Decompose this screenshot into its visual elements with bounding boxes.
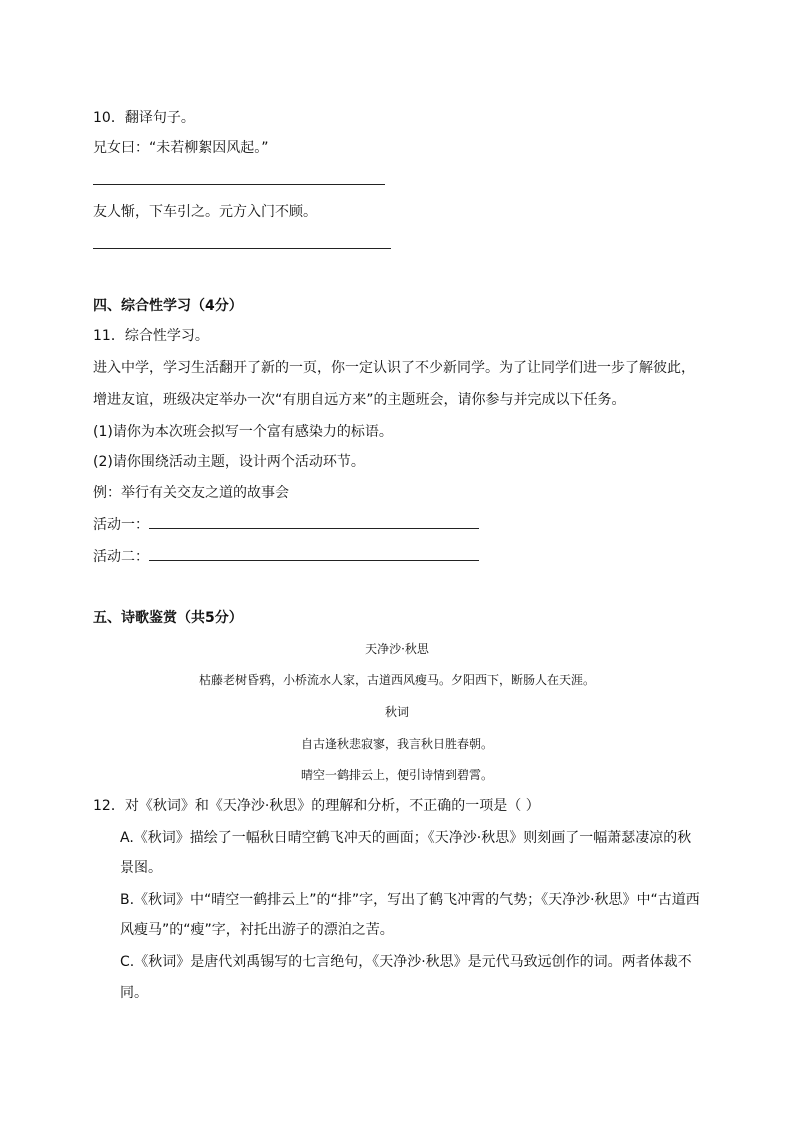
q12-option-c-line-2: 同。 bbox=[120, 985, 148, 1001]
poem-2-line-1: 自古逢秋悲寂寥，我言秋日胜春朝。 bbox=[300, 737, 493, 751]
poem-1-line: 枯藤老树昏鸦，小桥流水人家，古道西风瘦马。夕阳西下，断肠人在天涯。 bbox=[198, 673, 595, 687]
q12-stem: 12．对《秋词》和《天净沙·秋思》的理解和分析，不正确的一项是（ ） bbox=[93, 798, 540, 814]
section-4-heading: 四、综合性学习（4分） bbox=[93, 298, 243, 314]
q10-title: 10．翻译句子。 bbox=[93, 110, 195, 126]
section-5-heading: 五、诗歌鉴赏（共5分） bbox=[93, 610, 243, 626]
q11-intro-line-2: 增进友谊，班级决定举办一次“有朋自远方来”的主题班会，请你参与并完成以下任务。 bbox=[93, 392, 626, 408]
q11-title: 11．综合性学习。 bbox=[93, 328, 209, 344]
poem-1-title: 天净沙·秋思 bbox=[365, 642, 429, 656]
q11-task-1: (1)请你为本次班会拟写一个富有感染力的标语。 bbox=[93, 424, 393, 440]
q12-option-b-line-2: 风瘦马”的“瘦”字，衬托出游子的漂泊之苦。 bbox=[120, 922, 394, 938]
q12-option-a-line-1[interactable]: A.《秋词》描绘了一幅秋日晴空鹤飞冲天的画面；《天净沙·秋思》则刻画了一幅萧瑟凄凉的秋 bbox=[120, 830, 692, 846]
activity-1-row bbox=[93, 514, 479, 535]
poem-2-title: 秋词 bbox=[384, 705, 409, 719]
q10-sentence-1: 兄女曰：“未若柳絮因风起。” bbox=[93, 140, 269, 156]
q10-sentence-2: 友人惭，下车引之。元方入门不顾。 bbox=[93, 204, 317, 220]
q12-option-a-line-2: 景图。 bbox=[120, 860, 162, 876]
q11-example: 例：举行有关交友之道的故事会 bbox=[93, 485, 289, 501]
q10-answer-line-1[interactable] bbox=[93, 184, 385, 185]
q12-option-c-line-1[interactable]: C.《秋词》是唐代刘禹锡写的七言绝句，《天净沙·秋思》是元代马致远创作的词。两者体裁不 bbox=[120, 954, 692, 970]
q11-task-2: (2)请你围绕活动主题，设计两个活动环节。 bbox=[93, 454, 365, 470]
activity-2-answer-line[interactable] bbox=[149, 546, 479, 561]
activity-2-label: 活动二： bbox=[93, 549, 149, 565]
q11-intro-line-1: 进入中学，学习生活翻开了新的一页，你一定认识了不少新同学。为了让同学们进一步了解彼此， bbox=[93, 360, 695, 376]
poem-2-line-2: 晴空一鹤排云上，便引诗情到碧霄。 bbox=[300, 768, 493, 782]
activity-1-label: 活动一： bbox=[93, 517, 149, 533]
activity-1-answer-line[interactable] bbox=[149, 514, 479, 529]
activity-2-row bbox=[93, 546, 479, 567]
q10-answer-line-2[interactable] bbox=[93, 248, 391, 249]
q12-option-b-line-1[interactable]: B.《秋词》中“晴空一鹤排云上”的“排”字，写出了鹤飞冲霄的气势；《天净沙·秋思》中“古道西 bbox=[120, 892, 700, 908]
